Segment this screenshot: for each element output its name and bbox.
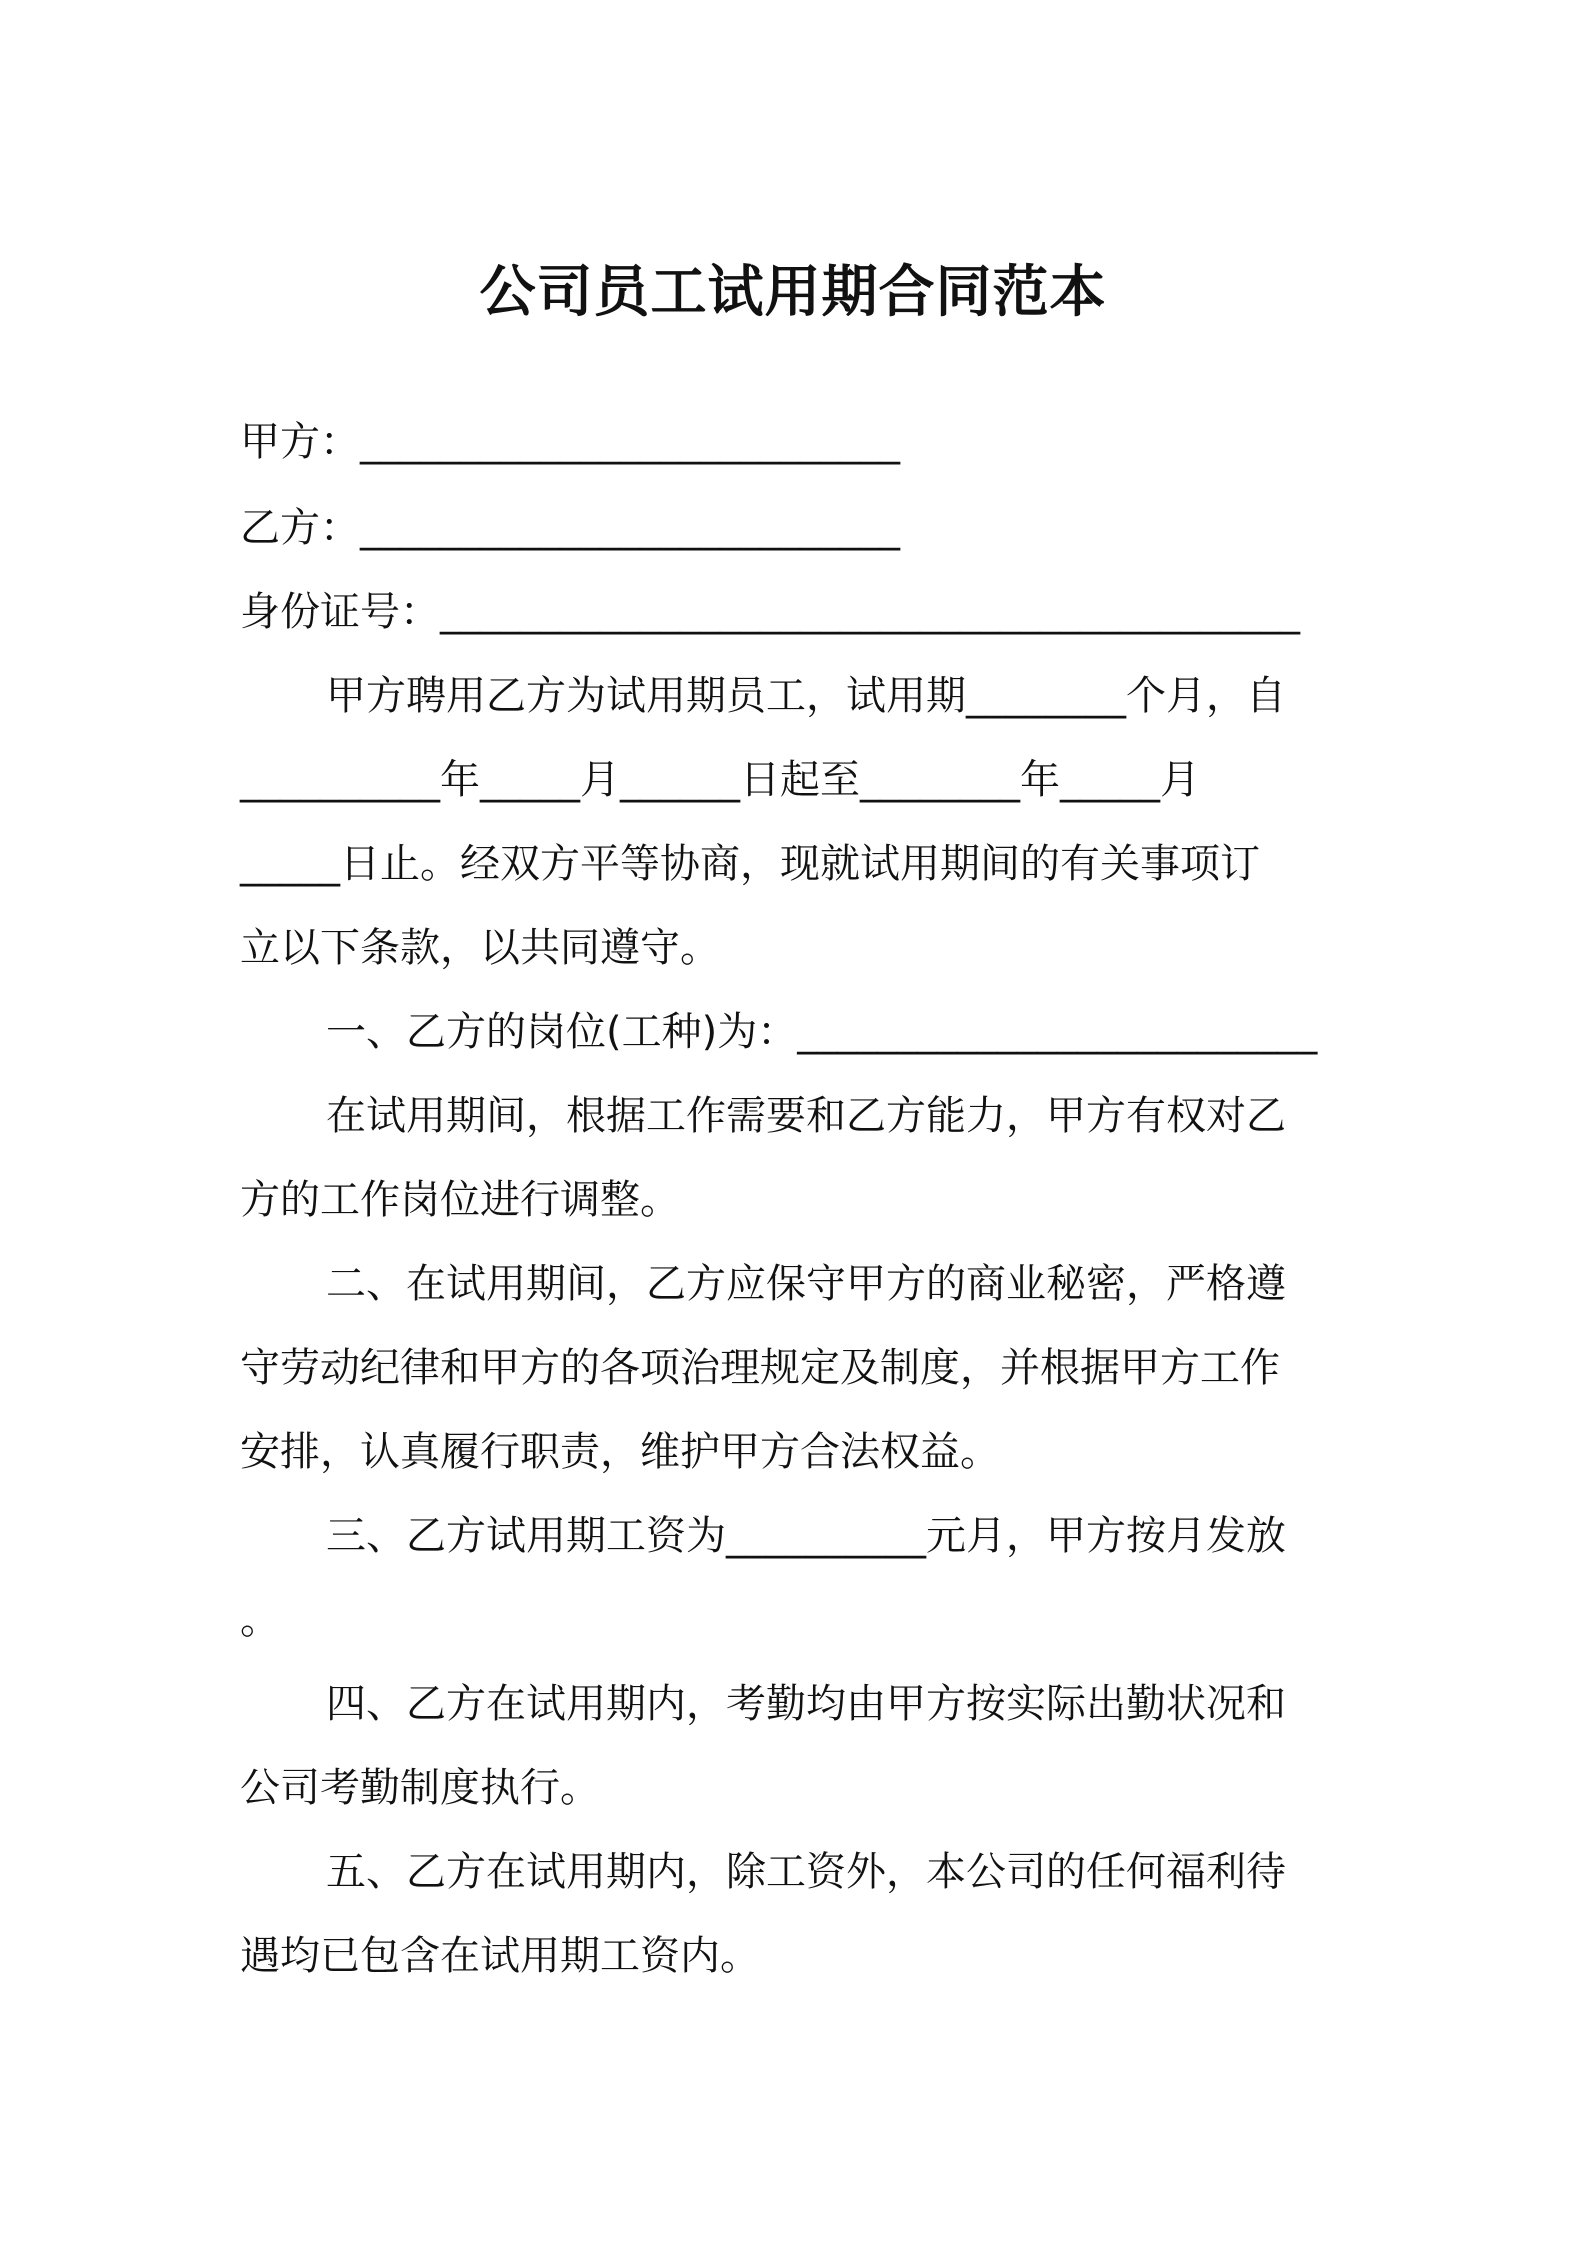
paragraph-line: __________年_____月______日起至________年_____月 bbox=[240, 757, 1200, 803]
paragraph-line: 在试用期间，根据工作需要和乙方能力，甲方有权对乙 bbox=[326, 1093, 1286, 1139]
paragraph-line: 安排，认真履行职责，维护甲方合法权益。 bbox=[240, 1429, 1000, 1475]
paragraph-line: 守劳动纪律和甲方的各项治理规定及制度，并根据甲方工作 bbox=[240, 1345, 1280, 1391]
paragraph-line: 立以下条款，以共同遵守。 bbox=[240, 925, 720, 971]
paragraph-line: 遇均已包含在试用期工资内。 bbox=[240, 1933, 760, 1979]
paragraph-line: 甲方聘用乙方为试用期员工，试用期________个月，自 bbox=[326, 673, 1286, 719]
paragraph-line: 方的工作岗位进行调整。 bbox=[240, 1177, 680, 1223]
paragraph-line: _____日止。经双方平等协商，现就试用期间的有关事项订 bbox=[240, 841, 1260, 887]
clause-2-line: 二、在试用期间，乙方应保守甲方的商业秘密，严格遵 bbox=[326, 1261, 1286, 1307]
id-number-line: 身份证号：___________________________________________ bbox=[240, 589, 1300, 635]
document-title: 公司员工试用期合同范本 bbox=[479, 260, 1107, 325]
clause-1-line: 一、乙方的岗位(工种)为：__________________________ bbox=[326, 1009, 1318, 1055]
paragraph-line: 。 bbox=[240, 1597, 280, 1643]
clause-4-line: 四、乙方在试用期内，考勤均由甲方按实际出勤状况和 bbox=[326, 1681, 1286, 1727]
party-b-line: 乙方：___________________________ bbox=[240, 505, 900, 551]
paragraph-line: 公司考勤制度执行。 bbox=[240, 1765, 600, 1811]
clause-3-line: 三、乙方试用期工资为__________元月，甲方按月发放 bbox=[326, 1513, 1286, 1559]
clause-5-line: 五、乙方在试用期内，除工资外，本公司的任何福利待 bbox=[326, 1849, 1286, 1895]
party-a-line: 甲方：___________________________ bbox=[240, 419, 900, 465]
